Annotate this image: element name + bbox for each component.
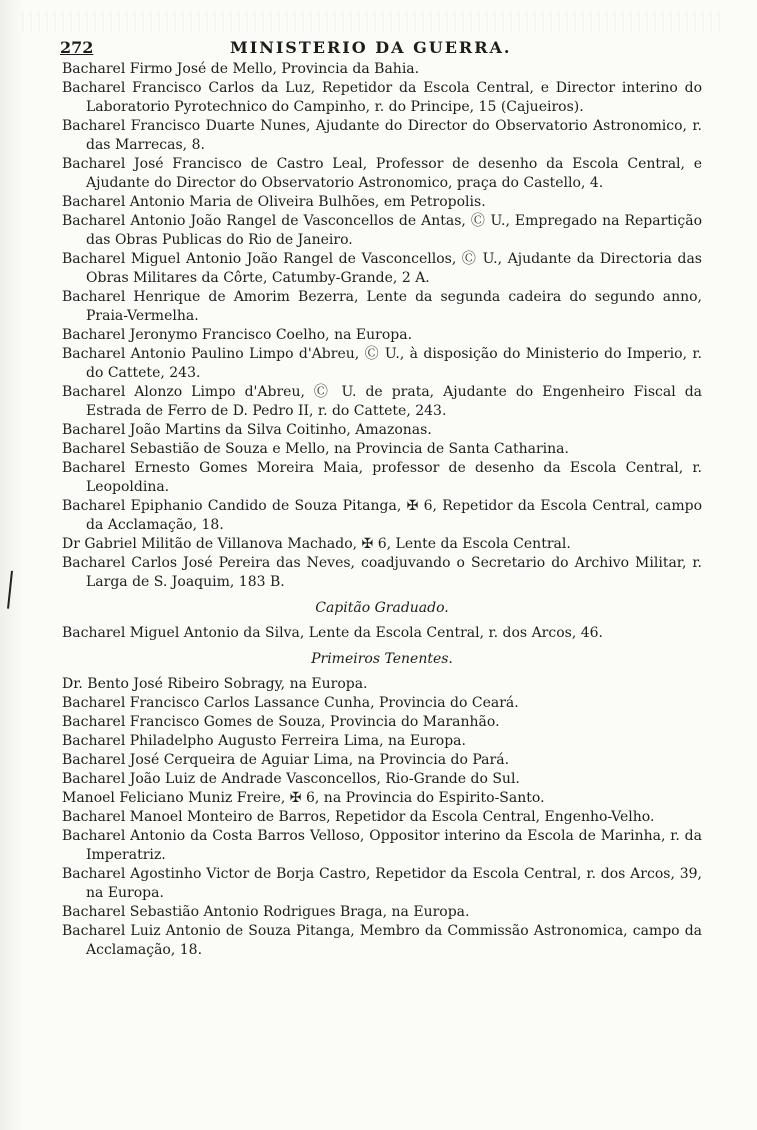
list-item: Bacharel Manoel Monteiro de Barros, Repetidor da Escola Central, Engenho-Velho. [62, 809, 655, 825]
list-item: Dr Gabriel Militão de Villanova Machado, ✠ 6, Lente da Escola Central. [62, 536, 571, 552]
section-title-capitao-graduado: Capitão Graduado. [315, 600, 449, 616]
list-item: Bacharel Luiz Antonio de Souza Pitanga, Membro da Commissão Astronomica, campo da Acclamação, 18. [62, 923, 702, 958]
roster-list [62, 60, 702, 960]
list-item: Bacharel Firmo José de Mello, Provincia da Bahia. [62, 61, 420, 77]
list-item: Manoel Feliciano Muniz Freire, ✠ 6, na Provincia do Espirito-Santo. [62, 790, 545, 806]
list-item: Bacharel Agostinho Victor de Borja Castro, Repetidor da Escola Central, r. dos Arcos, 39, na Europa. [62, 866, 702, 901]
list-item: Bacharel Sebastião Antonio Rodrigues Braga, na Europa. [62, 904, 470, 920]
list-item: Bacharel José Francisco de Castro Leal, Professor de desenho da Escola Central, e Ajudante do Director do Observatorio Astronomico, praça do Castello, 4. [62, 156, 702, 191]
page-edge-shadow [0, 0, 24, 1130]
list-item: Bacharel Francisco Duarte Nunes, Ajudante do Director do Observatorio Astronomico, r. das Marrecas, 8. [62, 118, 702, 153]
list-item: Bacharel Epiphanio Candido de Souza Pitanga, ✠ 6, Repetidor da Escola Central, campo da Acclamação, 18. [62, 498, 702, 533]
list-item: Bacharel Antonio Paulino Limpo d'Abreu, Ⓒ U., à disposição do Ministerio do Imperio, r. do Cattete, 243. [62, 346, 702, 381]
list-item: Bacharel Miguel Antonio da Silva, Lente da Escola Central, r. dos Arcos, 46. [62, 625, 603, 641]
list-item: Bacharel Francisco Gomes de Souza, Provincia do Maranhão. [62, 714, 500, 730]
list-item: Bacharel João Martins da Silva Coitinho, Amazonas. [62, 422, 432, 438]
section-title-primeiros-tenentes: Primeiros Tenentes. [311, 651, 453, 667]
list-item: Bacharel Philadelpho Augusto Ferreira Lima, na Europa. [62, 733, 466, 749]
list-item: Dr. Bento José Ribeiro Sobragy, na Europa. [62, 676, 368, 692]
top-print-noise [22, 10, 722, 32]
list-item: Bacharel Sebastião de Souza e Mello, na Provincia de Santa Catharina. [62, 441, 569, 457]
list-item: Bacharel Jeronymo Francisco Coelho, na Europa. [62, 327, 413, 343]
list-item: Bacharel Antonio Maria de Oliveira Bulhões, em Petropolis. [62, 194, 486, 210]
list-item: Bacharel Antonio João Rangel de Vasconcellos de Antas, Ⓒ U., Empregado na Repartição das Obras Publicas do Rio de Janeiro. [62, 213, 702, 248]
list-item: Bacharel Carlos José Pereira das Neves, coadjuvando o Secretario do Archivo Militar, r. Larga de S. Joaquim, 183 B. [62, 555, 702, 590]
running-title: MINISTERIO DA GUERRA. [230, 38, 512, 57]
list-item: Bacharel Alonzo Limpo d'Abreu, Ⓒ U. de prata, Ajudante do Engenheiro Fiscal da Estrada de Ferro de D. Pedro II, r. do Cattete, 243. [62, 384, 702, 419]
list-item: Bacharel José Cerqueira de Aguiar Lima, na Provincia do Pará. [62, 752, 510, 768]
list-item: Bacharel Ernesto Gomes Moreira Maia, professor de desenho da Escola Central, r. Leopoldina. [62, 460, 702, 495]
list-item: Bacharel Henrique de Amorim Bezerra, Lente da segunda cadeira do segundo anno, Praia-Vermelha. [62, 289, 702, 324]
list-item: Bacharel Francisco Carlos Lassance Cunha, Provincia do Ceará. [62, 695, 519, 711]
page-number: 272 [60, 38, 94, 57]
list-item: Bacharel Miguel Antonio João Rangel de Vasconcellos, Ⓒ U., Ajudante da Directoria das Obras Militares da Côrte, Catumby-Grande, 2 A. [62, 251, 702, 286]
page-header [60, 36, 700, 60]
list-item: Bacharel Antonio da Costa Barros Velloso, Oppositor interino da Escola de Marinha, r. da Imperatriz. [62, 828, 702, 863]
list-item: Bacharel Francisco Carlos da Luz, Repetidor da Escola Central, e Director interino do Laboratorio Pyrotechnico do Campinho, r. do Principe, 15 (Cajueiros). [62, 80, 702, 115]
list-item: Bacharel João Luiz de Andrade Vasconcellos, Rio-Grande do Sul. [62, 771, 520, 787]
